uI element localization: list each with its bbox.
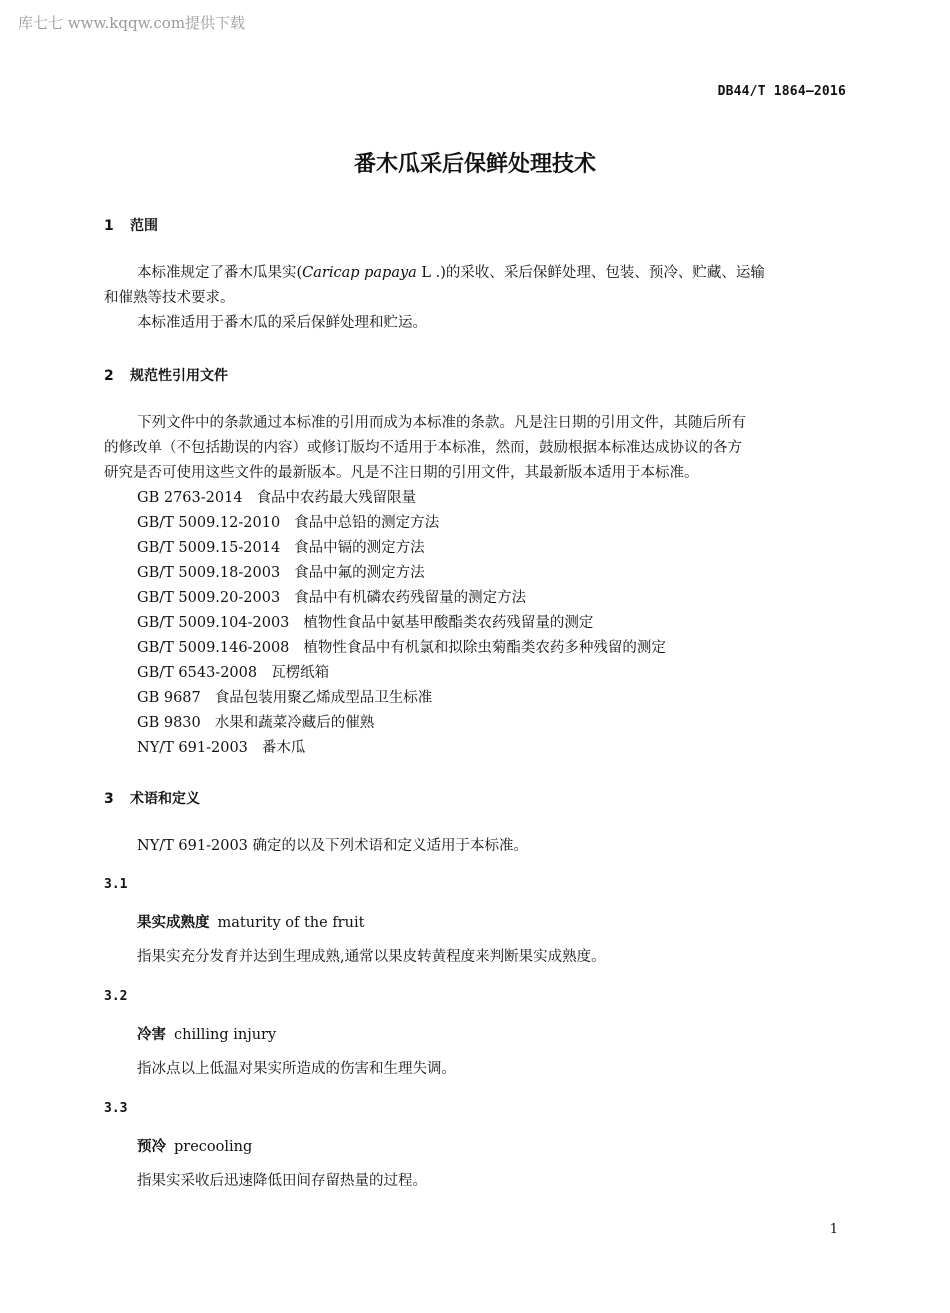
refs-intro-line3: 研究是否可使用这些文件的最新版本。凡是不注日期的引用文件，其最新版本适用于本标准。 <box>104 465 699 481</box>
reference-name: 食品中有机磷农药残留量的测定方法 <box>294 590 527 606</box>
term-number: 3.3 <box>104 1101 128 1116</box>
section-heading-terms <box>104 788 200 808</box>
scope-paragraph-line1 <box>137 261 765 286</box>
term-definition: 指冰点以上低温对果实所造成的伤害和生理失调。 <box>137 1061 456 1077</box>
reference-item <box>137 636 666 657</box>
document-title: 番木瓜采后保鲜处理技术 <box>353 152 596 177</box>
scope-paragraph-line2: 和催熟等技术要求。 <box>104 290 235 306</box>
term-zh: 预冷 <box>137 1139 166 1155</box>
reference-code: GB 2763-2014 <box>137 490 243 506</box>
reference-code: GB 9830 <box>137 715 201 731</box>
reference-item <box>137 611 593 632</box>
term-number: 3.1 <box>104 877 128 892</box>
refs-intro-line2: 的修改单（不包括勘误的内容）或修订版均不适用于本标准，然而，鼓励根据本标准达成协议的各方 <box>104 440 742 456</box>
reference-item <box>137 586 526 607</box>
section-number: 3 <box>104 791 114 807</box>
scope-text-a: 本标准规定了番木瓜果实( <box>137 265 303 281</box>
section-title: 术语和定义 <box>130 791 200 807</box>
reference-name: 番木瓜 <box>261 740 306 756</box>
reference-item <box>137 561 425 582</box>
reference-code: GB/T 6543-2008 <box>137 665 258 681</box>
reference-name: 植物性食品中有机氯和拟除虫菊酯类农药多种残留的测定 <box>303 640 666 656</box>
reference-code: GB/T 5009.146-2008 <box>137 640 290 656</box>
term-en: maturity of the fruit <box>217 915 365 931</box>
section-number: 1 <box>104 218 114 234</box>
scope-text-b: L .)的采收、采后保鲜处理、包装、预冷、贮藏、运输 <box>416 265 765 281</box>
reference-item <box>137 711 374 732</box>
section-heading-scope <box>104 215 158 235</box>
reference-item <box>137 661 329 682</box>
term-en: precooling <box>174 1139 253 1155</box>
reference-code: GB/T 5009.15-2014 <box>137 540 281 556</box>
term-zh: 果实成熟度 <box>137 915 210 931</box>
reference-name: 食品包装用聚乙烯成型品卫生标准 <box>214 690 433 706</box>
reference-name: 食品中农药最大残留限量 <box>256 490 417 506</box>
reference-code: GB/T 5009.104-2003 <box>137 615 290 631</box>
scope-latin-name: Caricap papaya <box>302 265 417 281</box>
watermark: 库七七 www.kqqw.com提供下载 <box>18 14 246 32</box>
term-zh: 冷害 <box>137 1027 166 1043</box>
term-title <box>137 1023 276 1044</box>
reference-item <box>137 686 432 707</box>
page-number: 1 <box>829 1222 838 1237</box>
section-title: 规范性引用文件 <box>130 368 228 384</box>
reference-code: GB/T 5009.18-2003 <box>137 565 281 581</box>
reference-item <box>137 511 439 532</box>
term-definition: 指果实采收后迅速降低田间存留热量的过程。 <box>137 1173 427 1189</box>
reference-item <box>137 736 305 757</box>
terms-intro: NY/T 691-2003 确定的以及下列术语和定义适用于本标准。 <box>137 838 529 854</box>
section-heading-refs <box>104 365 228 385</box>
reference-code: GB/T 5009.12-2010 <box>137 515 281 531</box>
section-title: 范围 <box>130 218 158 234</box>
reference-code: GB/T 5009.20-2003 <box>137 590 281 606</box>
reference-name: 食品中总铅的测定方法 <box>294 515 440 531</box>
reference-code: NY/T 691-2003 <box>137 740 248 756</box>
term-title <box>137 1135 252 1156</box>
scope-paragraph-2: 本标准适用于番木瓜的采后保鲜处理和贮运。 <box>137 315 427 331</box>
reference-code: GB 9687 <box>137 690 201 706</box>
reference-name: 食品中镉的测定方法 <box>294 540 425 556</box>
refs-intro-line1: 下列文件中的条款通过本标准的引用而成为本标准的条款。凡是注日期的引用文件，其随后所有 <box>137 415 746 431</box>
reference-name: 水果和蔬菜冷藏后的催熟 <box>214 715 375 731</box>
reference-name: 食品中氟的测定方法 <box>294 565 425 581</box>
term-definition: 指果实充分发育并达到生理成熟,通常以果皮转黄程度来判断果实成熟度。 <box>137 949 606 965</box>
term-number: 3.2 <box>104 989 128 1004</box>
reference-item <box>137 486 416 507</box>
reference-item <box>137 536 425 557</box>
section-number: 2 <box>104 368 114 384</box>
term-title <box>137 911 364 932</box>
reference-name: 植物性食品中氨基甲酸酯类农药残留量的测定 <box>303 615 594 631</box>
reference-name: 瓦楞纸箱 <box>271 665 330 681</box>
document-number: DB44/T 1864—2016 <box>717 84 846 99</box>
term-en: chilling injury <box>174 1027 277 1043</box>
